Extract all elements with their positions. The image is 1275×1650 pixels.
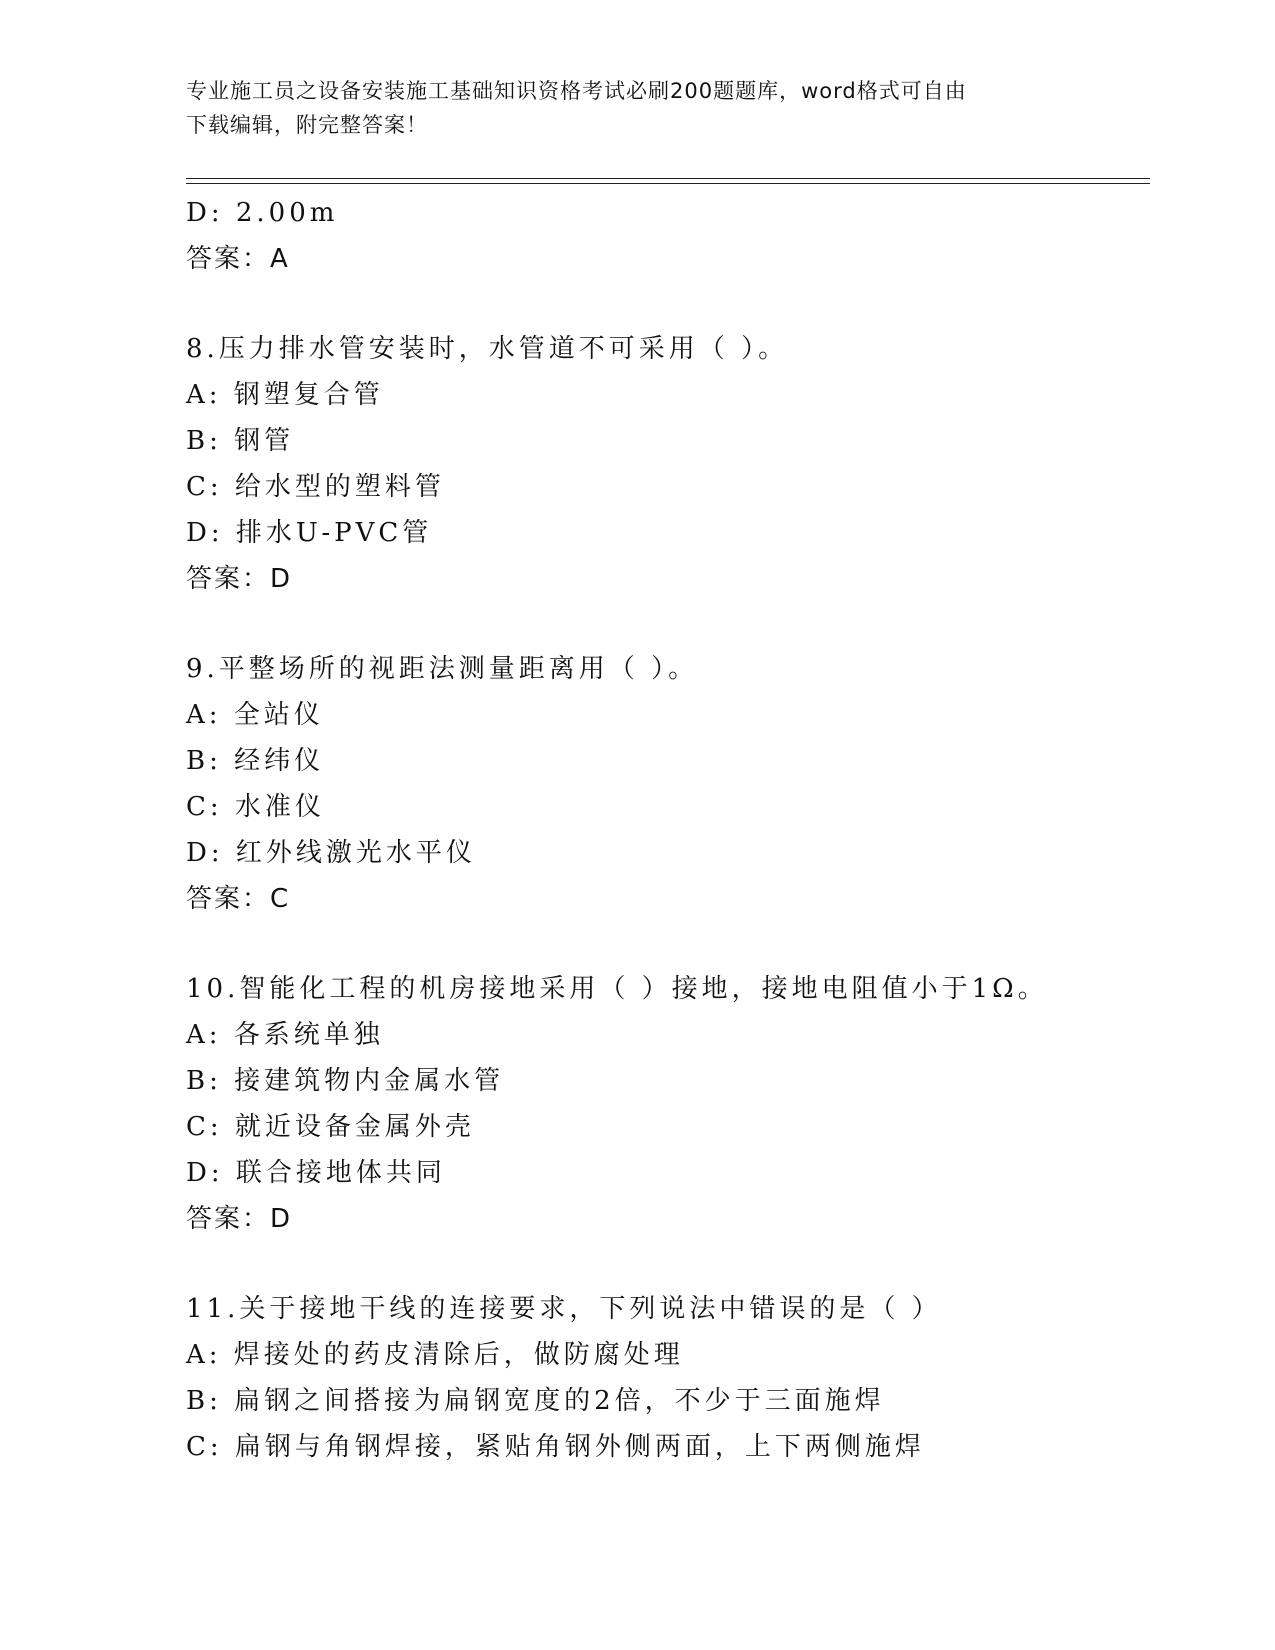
prev-answer: 答案：A	[186, 244, 290, 274]
option-a: A: 焊接处的药皮清除后，做防腐处理	[186, 1340, 684, 1370]
option-d: D: 排水U-PVC管	[186, 518, 433, 548]
header-divider-top	[186, 178, 1150, 179]
question-stem: 8.压力排水管安装时，水管道不可采用（ ）。	[186, 334, 789, 364]
option-c: C: 就近设备金属外壳	[186, 1112, 475, 1142]
spacer	[186, 1242, 1146, 1286]
option-b: B: 经纬仪	[186, 746, 325, 776]
option-c: C: 给水型的塑料管	[186, 472, 445, 502]
header-line-2: 下载编辑，附完整答案！	[186, 113, 428, 137]
question-stem: 11.关于接地干线的连接要求，下列说法中错误的是（ ）	[186, 1294, 942, 1324]
option-c: C: 扁钢与角钢焊接，紧贴角钢外侧两面，上下两侧施焊	[186, 1432, 925, 1462]
question-9	[186, 646, 1146, 922]
question-11	[186, 1286, 1146, 1470]
option-a: A: 全站仪	[186, 700, 324, 730]
option-b: B: 钢管	[186, 426, 295, 456]
option-a: A: 钢塑复合管	[186, 380, 384, 410]
question-stem: 10.智能化工程的机房接地采用（ ）接地，接地电阻值小于1Ω。	[186, 974, 1048, 1004]
spacer	[186, 922, 1146, 966]
spacer	[186, 602, 1146, 646]
question-10	[186, 966, 1146, 1242]
option-b: B: 扁钢之间搭接为扁钢宽度的2倍，不少于三面施焊	[186, 1386, 885, 1416]
option-d: D: 联合接地体共同	[186, 1158, 446, 1188]
question-8	[186, 326, 1146, 602]
option-b: B: 接建筑物内金属水管	[186, 1066, 505, 1096]
spacer	[186, 282, 1146, 326]
option-c: C: 水准仪	[186, 792, 325, 822]
answer: 答案：D	[186, 1204, 293, 1234]
header-divider-bottom	[186, 183, 1150, 184]
question-stem: 9.平整场所的视距法测量距离用（ ）。	[186, 654, 699, 684]
answer: 答案：D	[186, 564, 293, 594]
document-header	[186, 74, 1086, 142]
answer: 答案：C	[186, 884, 291, 914]
prev-option-d: D: 2.00m	[186, 198, 339, 228]
option-d: D: 红外线激光水平仪	[186, 838, 476, 868]
header-line-1: 专业施工员之设备安装施工基础知识资格考试必刷200题题库，word格式可自由	[186, 79, 967, 103]
document-body	[186, 190, 1146, 1470]
option-a: A: 各系统单独	[186, 1020, 384, 1050]
